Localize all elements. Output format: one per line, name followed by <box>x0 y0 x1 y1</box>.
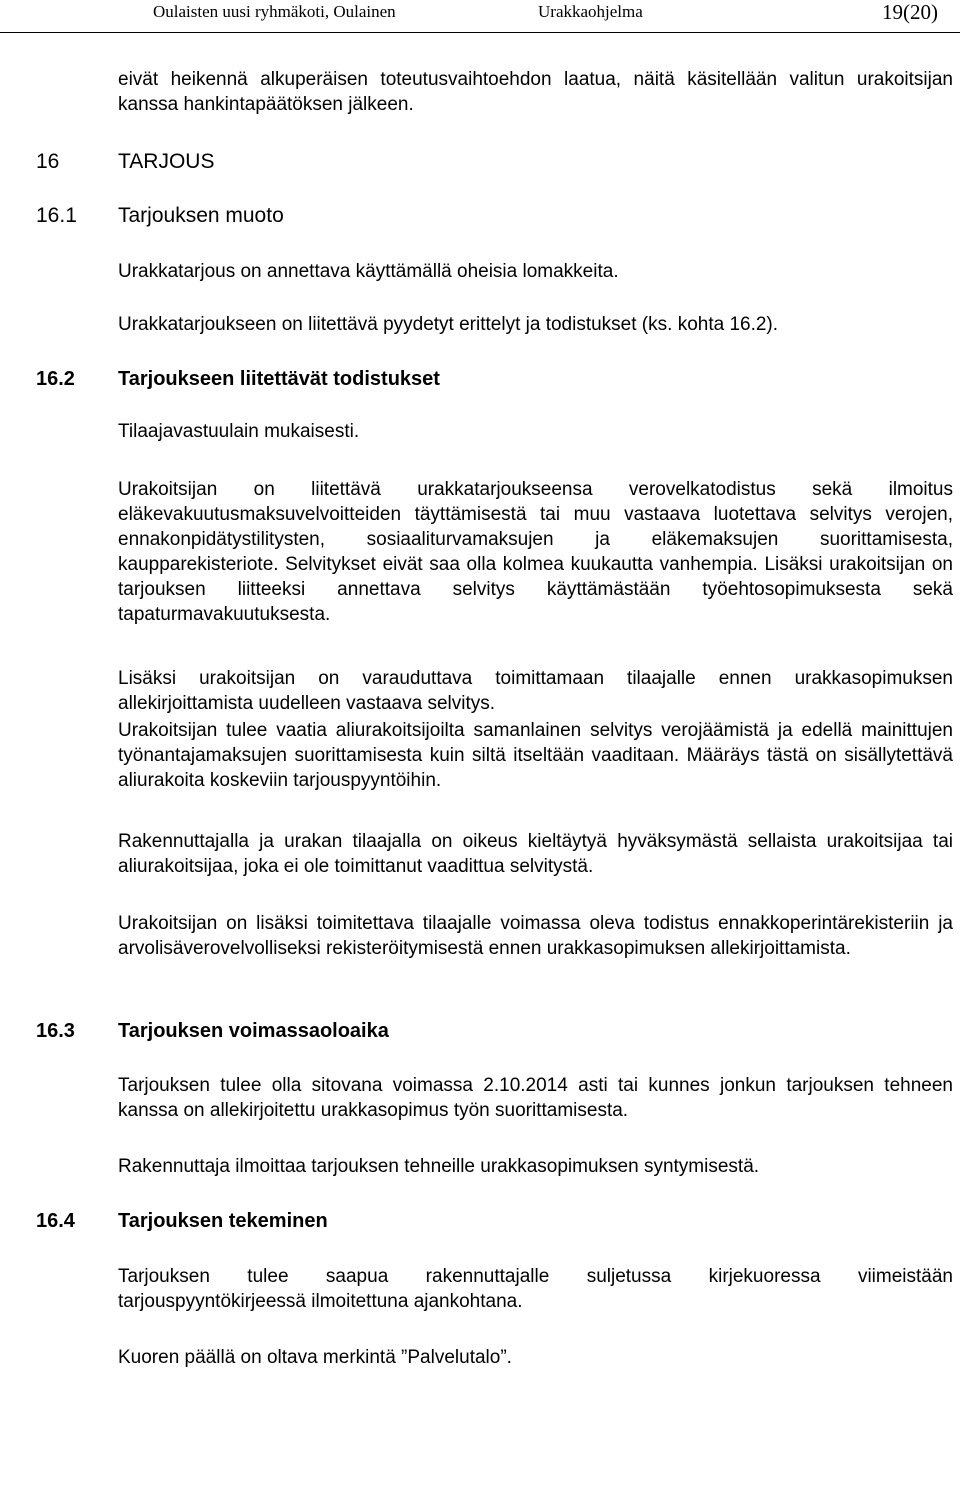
header-project-name: Oulaisten uusi ryhmäkoti, Oulainen <box>153 2 396 21</box>
intro-paragraph: eivät heikennä alkuperäisen toteutusvaihtoehdon laatua, näitä käsitellään valitun urakoitsijan kanssa hankintapäätöksen jälkeen. <box>118 69 953 115</box>
paragraph: Urakoitsijan on lisäksi toimitettava tilaajalle voimassa oleva todistus ennakkoperintärekisteriin ja arvolisäverovelvolliseksi rekisteröitymisestä ennen urakkasopimuksen allekirjoittamista. <box>118 913 953 959</box>
paragraph: Tilaajavastuulain mukaisesti. <box>118 421 360 442</box>
section-number: 16 <box>36 150 60 173</box>
section-heading-16-2 <box>36 368 440 391</box>
section-title: Tarjouksen voimassaoloaika <box>118 1020 389 1042</box>
header-page-number: 19(20) <box>882 0 938 24</box>
section-number: 16.4 <box>36 1210 75 1232</box>
paragraph: Tarjouksen tulee olla sitovana voimassa 2.10.2014 asti tai kunnes jonkun tarjouksen tehneen kanssa on allekirjoitettu urakkasopimus työn suorittamisesta. <box>118 1075 953 1121</box>
section-title: TARJOUS <box>118 150 215 173</box>
paragraph: Urakkatarjous on annettava käyttämällä oheisia lomakkeita. <box>118 261 619 282</box>
section-number: 16.1 <box>36 204 77 227</box>
header-document-title: Urakkaohjelma <box>538 2 643 21</box>
paragraph: Lisäksi urakoitsijan on varauduttava toimittamaan tilaajalle ennen urakkasopimuksen allekirjoittamista uudelleen vastaava selvitys. <box>118 668 953 714</box>
section-title: Tarjouksen tekeminen <box>118 1210 328 1232</box>
page-header <box>0 0 960 33</box>
section-title: Tarjoukseen liitettävät todistukset <box>118 368 440 390</box>
paragraph: Rakennuttajalla ja urakan tilaajalla on oikeus kieltäytyä hyväksymästä sellaista urakoitsijaa tai aliurakoitsijaa, joka ei ole toimittanut vaadittua selvitystä. <box>118 831 953 877</box>
section-heading-16-3 <box>36 1020 389 1043</box>
section-heading-16 <box>36 150 214 174</box>
paragraph: Rakennuttaja ilmoittaa tarjouksen tehneille urakkasopimuksen syntymisestä. <box>118 1156 760 1177</box>
paragraph: Urakoitsijan tulee vaatia aliurakoitsijoilta samanlainen selvitys verojäämistä ja edellä mainittujen työnantajamaksujen suorittamisesta kuin siltä itseltään vaaditaan. Määräys tästä on sisällytettävä aliurakoita koskeviin tarjouspyyntöihin. <box>118 720 953 791</box>
section-title: Tarjouksen muoto <box>118 204 284 227</box>
paragraph: Urakkatarjoukseen on liitettävä pyydetyt erittelyt ja todistukset (ks. kohta 16.2). <box>118 314 779 335</box>
paragraph: Tarjouksen tulee saapua rakennuttajalle suljetussa kirjekuoressa viimeistään tarjouspyyntökirjeessä ilmoitettuna ajankohtana. <box>118 1266 953 1312</box>
paragraph: Urakoitsijan on liitettävä urakkatarjoukseensa verovelkatodistus sekä ilmoitus eläkevakuutusmaksuvelvoitteiden täyttämisestä tai muu vastaava luotettava selvitys verojen, ennakonpidätystilitysten, sosiaaliturvamaksujen ja eläkemaksujen suorittamisesta, kaupparekisteriote. Selvitykset eivät saa olla kolmea kuukautta vanhempia. Lisäksi urakoitsijan on tarjouksen liitteeksi annettava selvitys käyttämästään työehtosopimuksesta sekä tapaturmavakuutuksesta. <box>118 479 953 625</box>
paragraph: Kuoren päällä on oltava merkintä ”Palvelutalo”. <box>118 1347 512 1368</box>
section-number: 16.3 <box>36 1020 75 1042</box>
section-heading-16-1 <box>36 204 284 228</box>
section-number: 16.2 <box>36 368 75 390</box>
section-heading-16-4 <box>36 1210 328 1233</box>
